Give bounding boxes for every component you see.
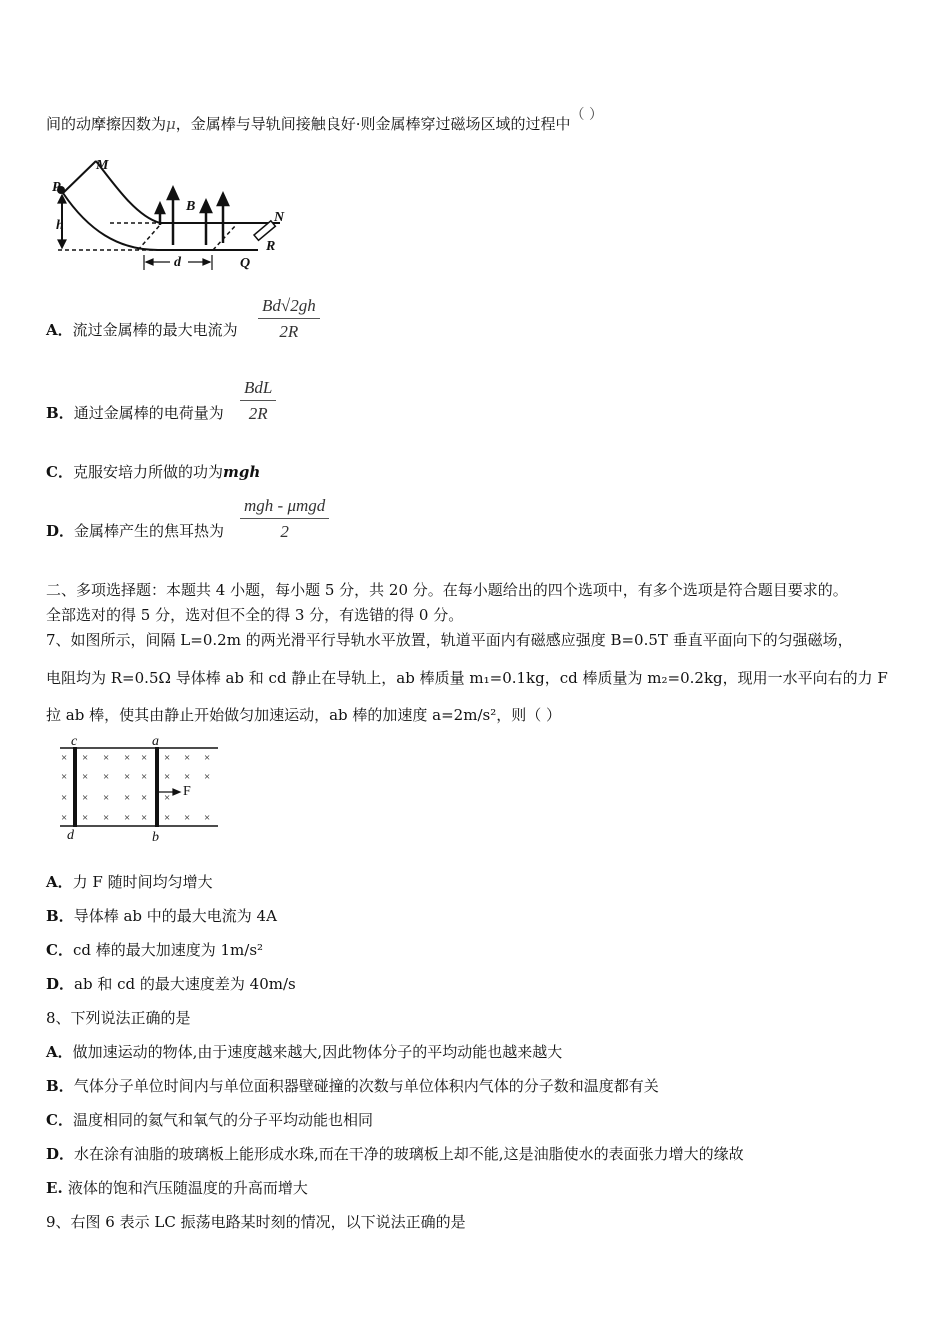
label-R: R (266, 239, 276, 254)
option-text: 通过金属棒的电荷量为 (73, 404, 224, 422)
figure-parallel-rails (56, 735, 226, 845)
label-B: B (186, 199, 196, 214)
option-key: D (46, 1145, 60, 1163)
q6-option-b[interactable]: B．通过金属棒的电荷量为 (46, 404, 224, 422)
svg-text:×: × (141, 752, 148, 764)
q8-option-a[interactable]: A．做加速运动的物体,由于速度越来越大,因此物体分子的平均动能也越来越大 (46, 1043, 563, 1061)
q7-option-a[interactable]: A．力 F 随时间均匀增大 (46, 873, 213, 891)
option-text: 水在涂有油脂的玻璃板上能形成水珠,而在干净的玻璃板上却不能,这是油脂使水的表面张力增大的缘故 (74, 1145, 744, 1163)
svg-text:×: × (164, 792, 171, 804)
svg-text:×: × (184, 752, 191, 764)
option-key: C (46, 941, 58, 959)
svg-text:×: × (141, 812, 148, 824)
option-key: E (46, 1179, 58, 1197)
svg-text:×: × (204, 812, 211, 824)
q6-stem-line (46, 107, 603, 135)
svg-text:×: × (61, 752, 68, 764)
label-Q: Q (240, 256, 251, 271)
svg-text:×: × (124, 752, 131, 764)
q6-stem-part-b: ，金属棒与导轨间接触良好·则金属棒穿过磁场区域的过程中 (175, 115, 571, 133)
figure-track-magnetic-field (48, 155, 293, 280)
option-text: 导体棒 ab 中的最大电流为 4A (73, 907, 277, 925)
q6-option-d[interactable]: D．金属棒产生的焦耳热为 (46, 522, 225, 540)
label-M: M (96, 158, 109, 173)
label-P: P (52, 180, 61, 195)
q7-option-d[interactable]: D．ab 和 cd 的最大速度差为 40m/s (46, 975, 296, 993)
option-text: 金属棒产生的焦耳热为 (74, 522, 225, 540)
svg-text:×: × (103, 771, 110, 783)
svg-text:×: × (103, 812, 110, 824)
mu-symbol: μ (166, 115, 176, 133)
svg-text:×: × (82, 771, 89, 783)
svg-text:×: × (82, 752, 89, 764)
fraction-denominator: 2R (279, 322, 299, 341)
label-N: N (274, 210, 285, 225)
q7-line1: 7、如图所示，间隔 L=0.2m 的两光滑平行导轨水平放置，轨道平面内有磁感应强度 B=0.5T 垂直平面向下的匀强磁场， (46, 631, 853, 649)
label-h: h (56, 218, 64, 233)
svg-text:×: × (164, 812, 171, 824)
option-text: 液体的饱和汽压随温度的升高而增大 (67, 1179, 308, 1197)
q6-b-fraction (240, 378, 276, 424)
option-key: C (46, 463, 58, 481)
fraction-numerator: Bd√2gh (258, 296, 320, 319)
option-text: 温度相同的氦气和氧气的分子平均动能也相同 (72, 1111, 373, 1129)
svg-text:×: × (164, 771, 171, 783)
fraction-numerator: BdL (240, 378, 276, 401)
option-key: D (46, 975, 60, 993)
option-key: A (46, 1043, 58, 1061)
section2-line2: 全部选对的得 5 分，选对但不全的得 3 分，有选错的得 0 分。 (46, 606, 464, 624)
label-d: d (174, 255, 181, 270)
svg-text:×: × (124, 792, 131, 804)
q6-stem-part-a: 间的动摩擦因数为 (46, 115, 167, 133)
option-key: B (46, 1077, 59, 1095)
q8-option-b[interactable]: B．气体分子单位时间内与单位面积器壁碰撞的次数与单位体积内气体的分子数和温度都有关 (46, 1077, 659, 1095)
label-F: F (183, 784, 191, 799)
option-text: ab 和 cd 的最大速度差为 40m/s (74, 975, 296, 993)
svg-text:×: × (184, 771, 191, 783)
option-text: 流过金属棒的最大电流为 (72, 321, 238, 339)
q6-a-fraction (258, 296, 320, 342)
option-key: A (46, 321, 58, 339)
option-text: 克服安培力所做的功为 (72, 463, 223, 481)
q6-option-a[interactable]: A．流过金属棒的最大电流为 (46, 321, 238, 339)
svg-text:×: × (204, 752, 211, 764)
q7-option-b[interactable]: B．导体棒 ab 中的最大电流为 4A (46, 907, 277, 925)
svg-text:×: × (61, 812, 68, 824)
option-key: A (46, 873, 58, 891)
section2-line1: 二、多项选择题：本题共 4 小题，每小题 5 分，共 20 分。在每小题给出的四个选项中，有多个选项是符合题目要求的。 (46, 581, 848, 599)
option-text: cd 棒的最大加速度为 1m/s² (72, 941, 264, 959)
q8-option-c[interactable]: C．温度相同的氦气和氧气的分子平均动能也相同 (46, 1111, 373, 1129)
fraction-denominator: 2R (248, 404, 268, 423)
option-key: C (46, 1111, 58, 1129)
svg-text:×: × (124, 771, 131, 783)
label-d: d (67, 828, 74, 843)
option-expr: mgh (222, 463, 261, 481)
option-text: 做加速运动的物体,由于速度越来越大,因此物体分子的平均动能也越来越大 (72, 1043, 563, 1061)
svg-text:×: × (141, 771, 148, 783)
q8-option-d[interactable]: D．水在涂有油脂的玻璃板上能形成水珠,而在干净的玻璃板上却不能,这是油脂使水的表面张力增大的缘故 (46, 1145, 744, 1163)
svg-text:×: × (204, 771, 211, 783)
fraction-numerator: mgh - μmgd (240, 496, 329, 519)
svg-text:×: × (82, 792, 89, 804)
svg-text:×: × (61, 771, 68, 783)
label-a: a (152, 735, 159, 749)
q6-option-c[interactable]: C．克服安培力所做的功为mgh (46, 463, 261, 481)
svg-text:×: × (103, 752, 110, 764)
fraction-denominator: 2 (280, 522, 289, 541)
option-key: B (46, 404, 59, 422)
svg-text:×: × (164, 752, 171, 764)
svg-text:×: × (61, 792, 68, 804)
q6-bracket: （ ） (570, 107, 603, 123)
option-key: D (46, 522, 60, 540)
svg-text:×: × (82, 812, 89, 824)
label-b: b (152, 830, 159, 845)
option-text: 力 F 随时间均匀增大 (72, 873, 213, 891)
q7-option-c[interactable]: C．cd 棒的最大加速度为 1m/s² (46, 941, 264, 959)
option-text: 气体分子单位时间内与单位面积器壁碰撞的次数与单位体积内气体的分子数和温度都有关 (73, 1077, 659, 1095)
q8-stem: 8、下列说法正确的是 (46, 1009, 191, 1027)
svg-text:×: × (141, 792, 148, 804)
q9-stem: 9、右图 6 表示 LC 振荡电路某时刻的情况，以下说法正确的是 (46, 1213, 466, 1231)
svg-text:×: × (124, 812, 131, 824)
q7-line3: 拉 ab 棒，使其由静止开始做匀加速运动，ab 棒的加速度 a=2m/s²，则（ ） (46, 706, 561, 724)
label-c: c (71, 735, 78, 749)
q6-d-fraction (240, 496, 329, 542)
option-key: B (46, 907, 59, 925)
svg-text:×: × (184, 812, 191, 824)
q8-option-e[interactable]: E. 液体的饱和汽压随温度的升高而增大 (46, 1179, 308, 1197)
svg-text:×: × (103, 792, 110, 804)
q7-line2: 电阻均为 R=0.5Ω 导体棒 ab 和 cd 静止在导轨上，ab 棒质量 m₁=0.1kg，cd 棒质量为 m₂=0.2kg，现用一水平向右的力 F (46, 669, 888, 687)
